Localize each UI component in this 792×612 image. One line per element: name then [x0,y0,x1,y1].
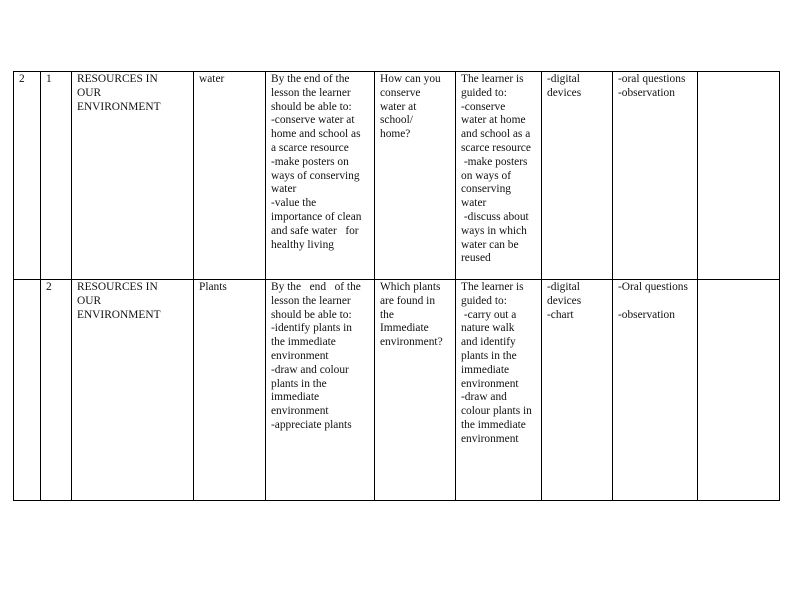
cell-line: OUR [77,86,102,99]
cell-line: environment [271,349,329,362]
cell-line: -make posters on [271,155,349,168]
cell-line: guided to: [461,294,507,307]
cell-line: The learner is [461,73,524,85]
remarks-cell [698,72,780,280]
cell-line: RESOURCES IN [77,281,158,293]
cell-line: -draw and [461,391,507,404]
assessment-cell [613,280,698,501]
cell-line: water can be [461,238,519,251]
cell-line: devices [547,86,582,99]
outcomes-cell [266,72,375,280]
cell-line: plants in the [271,377,327,390]
cell-line: colour plants in [461,405,532,418]
cell-line: lesson the learner [271,86,351,99]
learning-experiences-cell [456,72,542,280]
key-inquiry-cell [375,72,456,280]
cell-line: ways of conserving [271,169,360,182]
cell-line: By the end of the [271,73,350,85]
cell-line: -carry out a [461,308,517,321]
cell-line: How can you [380,73,441,85]
cell-line: home? [380,128,411,141]
cell-line: should be able to: [271,308,352,321]
cell-line: RESOURCES IN [77,73,158,85]
cell-line: -Oral questions [618,281,688,293]
cell-line: -identify plants in [271,322,352,335]
cell-line: ways in which [461,224,527,237]
cell-line: -value the [271,197,317,210]
cell-line: conserve [380,86,421,99]
cell-line: home and school as [271,128,361,141]
cell-line: Immediate [380,322,429,335]
cell-line: the immediate [461,418,526,431]
key-inquiry-cell [375,280,456,501]
cell-line: -digital [547,281,580,293]
cell-line: importance of clean [271,210,362,223]
scheme-of-work-table [13,71,780,501]
cell-line: reused [461,252,491,265]
cell-line: are found in [380,294,436,307]
cell-line: environment [271,405,329,418]
cell-line: healthy living [271,238,334,251]
cell-line: water at home [461,114,526,127]
cell-line: nature walk [461,322,515,335]
cell-line: -appreciate plants [271,418,352,431]
lesson-cell: 2 [41,280,72,501]
cell-line: -discuss about [461,210,529,223]
cell-line: the immediate [271,336,336,349]
cell-line: immediate [461,363,510,376]
cell-line: environment? [380,336,443,349]
week-cell: 2 [14,72,41,280]
cell-line: By the end of the [271,281,361,293]
cell-line: lesson the learner [271,294,351,307]
cell-line: ENVIRONMENT [77,100,161,113]
cell-line: -conserve water at [271,114,355,127]
week-cell [14,280,41,501]
cell-line: a scarce resource [271,141,349,154]
cell-line: environment [461,377,519,390]
cell-line: and safe water for [271,224,359,237]
cell-line: water at [380,100,417,113]
cell-line: -conserve [461,100,506,113]
cell-line: -digital [547,73,580,85]
cell-line: the [380,308,394,321]
cell-line: OUR [77,294,102,307]
learning-experiences-cell [456,280,542,501]
cell-line: The learner is [461,281,524,293]
outcomes-cell [266,280,375,501]
cell-line: immediate [271,391,320,404]
sub-strand-cell: water [194,72,266,280]
cell-line: -observation [618,308,675,321]
cell-line: -draw and colour [271,363,349,376]
table-row [14,280,780,501]
lesson-cell: 1 [41,72,72,280]
cell-line: water [461,197,487,210]
cell-line: on ways of [461,169,511,182]
cell-line: and school as a [461,128,531,141]
sub-strand-cell: Plants [194,280,266,501]
cell-line: scarce resource [461,141,531,154]
cell-line: ENVIRONMENT [77,308,161,321]
cell-line: environment [461,432,519,445]
cell-line [618,295,693,309]
cell-line: Which plants [380,281,441,293]
cell-line: plants in the [461,349,517,362]
remarks-cell [698,280,780,501]
cell-line: school/ [380,114,413,127]
resources-cell [542,280,613,501]
cell-line: -chart [547,308,574,321]
cell-line: -oral questions [618,73,686,85]
table-row [14,72,780,280]
cell-line: guided to: [461,86,507,99]
cell-line: should be able to: [271,100,352,113]
cell-line: devices [547,294,582,307]
cell-line: -make posters [461,155,528,168]
cell-line: water [271,183,297,196]
strand-cell [72,72,194,280]
cell-line: conserving [461,183,511,196]
cell-line: and identify [461,336,516,349]
assessment-cell [613,72,698,280]
resources-cell [542,72,613,280]
cell-line: -observation [618,86,675,99]
strand-cell [72,280,194,501]
